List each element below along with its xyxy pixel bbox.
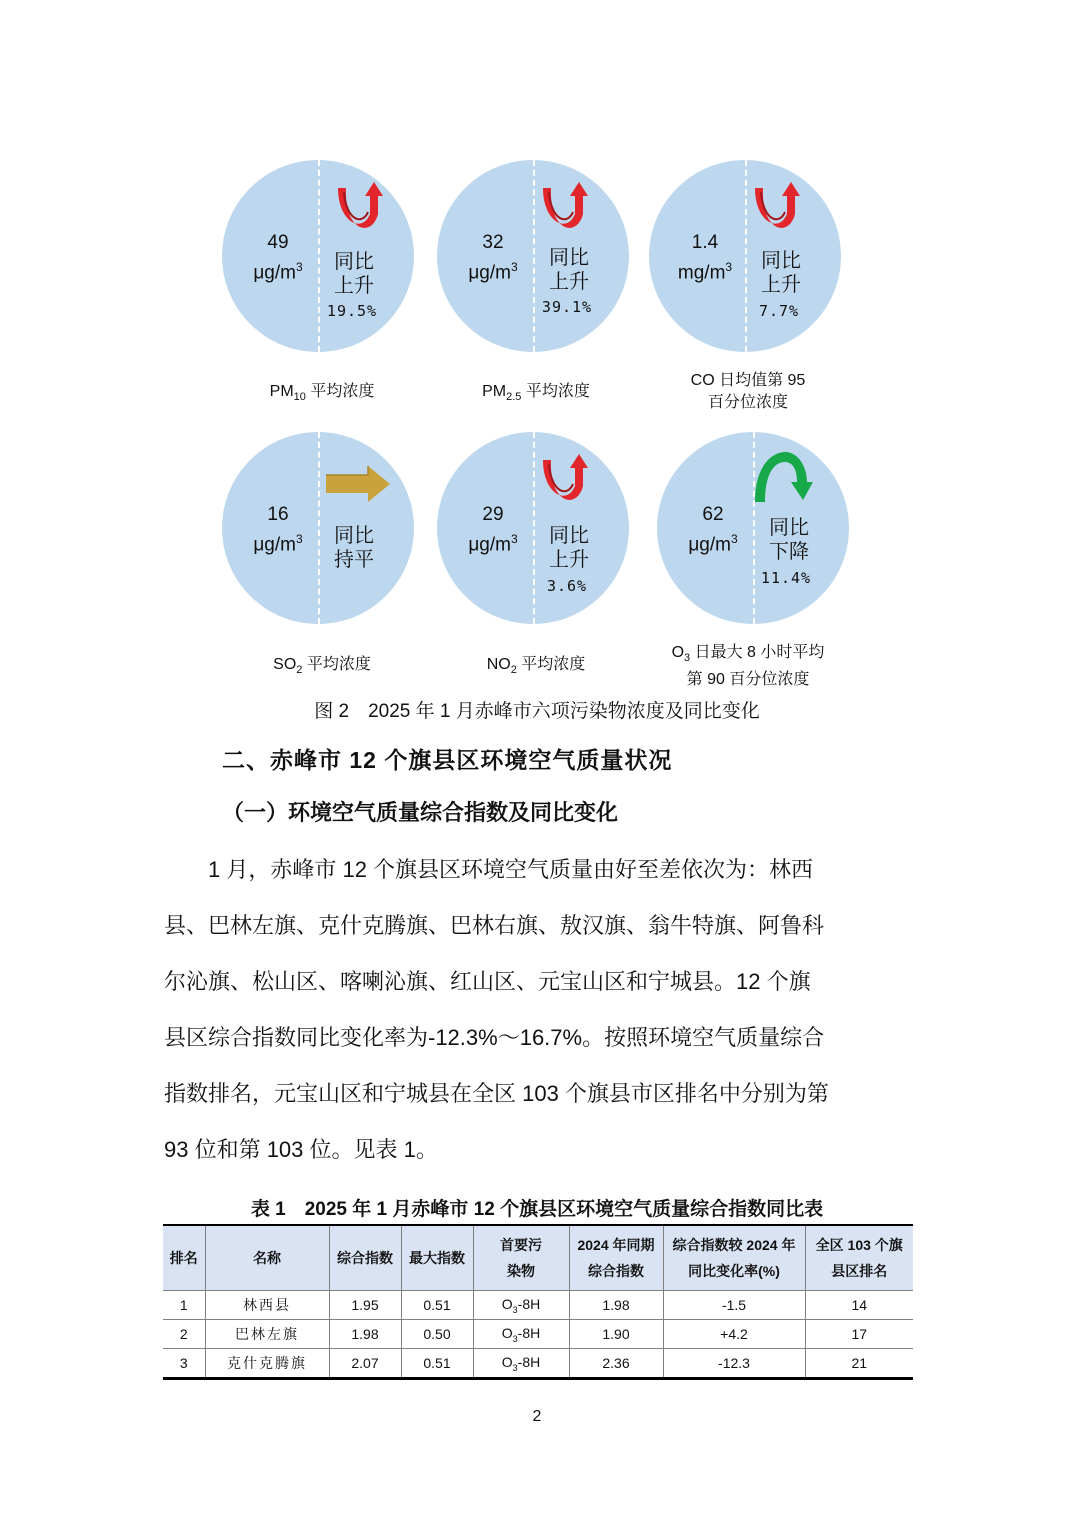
- max-index-cell: 0.51: [401, 1349, 473, 1379]
- change-rate-cell: -1.5: [663, 1291, 805, 1320]
- paragraph-line: 县、巴林左旗、克什克腾旗、巴林右旗、敖汉旗、翁牛特旗、阿鲁科: [164, 913, 825, 938]
- paragraph-line: 指数排名，元宝山区和宁城县在全区 103 个旗县市区排名中分别为第: [164, 1081, 829, 1106]
- change-percent: 19.5%: [326, 302, 378, 320]
- pollutant-cell: $O_3-8H$: [473, 1349, 569, 1379]
- u-turn-up-arrow-icon: [753, 182, 801, 234]
- pollutant-circle-pm10: [222, 160, 414, 352]
- rank-cell: 3: [163, 1349, 205, 1379]
- region-rank-cell: 21: [805, 1349, 913, 1379]
- concentration-value: 1.4 $mg/m^3$: [677, 232, 733, 284]
- trend-label: 同比 持平: [334, 525, 374, 571]
- column-header: 名称: [205, 1225, 329, 1291]
- u-turn-up-arrow-icon: [541, 182, 589, 234]
- pollutant-circle-co: [649, 160, 841, 352]
- trend-label: 同比 上升: [334, 251, 374, 297]
- column-header: 首要污 染物: [473, 1225, 569, 1291]
- pollutant-cell: $O_3-8H$: [473, 1291, 569, 1320]
- column-header: 最大指数: [401, 1225, 473, 1291]
- pollutant-caption-co: CO 日均值第 95 百分位浓度: [690, 372, 806, 411]
- pollutant-cell: $O_3-8H$: [473, 1320, 569, 1349]
- subsection-heading: （一）环境空气质量综合指数及同比变化: [222, 800, 619, 825]
- index-cell: 1.95: [329, 1291, 401, 1320]
- name-cell: 巴林左旗: [205, 1320, 329, 1349]
- pollutant-caption-o3: $O_3$ 日最大 8 小时平均 第 90 百分位浓度: [671, 644, 825, 689]
- page-number: 2: [532, 1408, 542, 1425]
- paragraph-line: 1 月，赤峰市 12 个旗县区环境空气质量由好至差依次为：林西: [164, 857, 814, 882]
- paragraph-line: 尔沁旗、松山区、喀喇沁旗、红山区、元宝山区和宁城县。12 个旗: [164, 969, 811, 994]
- max-index-cell: 0.51: [401, 1291, 473, 1320]
- index-cell: 1.98: [329, 1320, 401, 1349]
- concentration-value: 62 $\mu g/m^3$: [688, 504, 738, 556]
- trend-label: 同比 上升: [549, 525, 589, 571]
- change-percent: 11.4%: [760, 569, 812, 587]
- body-paragraph: [164, 842, 914, 1178]
- change-percent: 3.6%: [546, 577, 588, 595]
- section-heading: 二、赤峰市 12 个旗县区环境空气质量状况: [222, 747, 673, 773]
- right-arrow-icon: [326, 466, 390, 502]
- u-turn-down-arrow-icon: [753, 452, 819, 504]
- table-title: 表 1 2025 年 1 月赤峰市 12 个旗县区环境空气质量综合指数同比表: [250, 1199, 824, 1220]
- name-cell: 克什克腾旗: [205, 1349, 329, 1379]
- rank-cell: 2: [163, 1320, 205, 1349]
- region-rank-cell: 17: [805, 1320, 913, 1349]
- paragraph-line: 县区综合指数同比变化率为-12.3%～16.7%。按照环境空气质量综合: [164, 1025, 825, 1050]
- u-turn-up-arrow-icon: [541, 454, 589, 506]
- column-header: 综合指数: [329, 1225, 401, 1291]
- table-row: [163, 1349, 913, 1379]
- table-header-row: [163, 1225, 913, 1291]
- rank-cell: 1: [163, 1291, 205, 1320]
- column-header: 综合指数较 2024 年 同比变化率(%): [663, 1225, 805, 1291]
- u-turn-up-arrow-icon: [336, 182, 384, 234]
- change-percent: 39.1%: [541, 298, 593, 316]
- prev-index-cell: 2.36: [569, 1349, 663, 1379]
- paragraph-line: 93 位和第 103 位。见表 1。: [164, 1137, 438, 1162]
- change-rate-cell: +4.2: [663, 1320, 805, 1349]
- column-header: 2024 年同期 综合指数: [569, 1225, 663, 1291]
- concentration-value: 32 $\mu g/m^3$: [468, 232, 518, 284]
- max-index-cell: 0.50: [401, 1320, 473, 1349]
- table-row: [163, 1291, 913, 1320]
- air-quality-index-table: [163, 1224, 913, 1380]
- change-percent: 7.7%: [758, 302, 800, 320]
- index-cell: 2.07: [329, 1349, 401, 1379]
- trend-label: 同比 下降: [769, 517, 809, 563]
- pollutant-circle-pm25: [437, 160, 629, 352]
- figure-title: 图 2 2025 年 1 月赤峰市六项污染物浓度及同比变化: [314, 701, 760, 722]
- pollutant-caption-pm10: $PM_{10}$ 平均浓度: [269, 383, 375, 404]
- change-rate-cell: -12.3: [663, 1349, 805, 1379]
- pollutant-circle-o3: [657, 432, 849, 624]
- concentration-value: 16 $\mu g/m^3$: [253, 504, 303, 556]
- column-header: 全区 103 个旗 县区排名: [805, 1225, 913, 1291]
- column-header: 排名: [163, 1225, 205, 1291]
- table-row: [163, 1320, 913, 1349]
- pollutant-circle-so2: [222, 432, 414, 624]
- pollutant-caption-no2: $NO_2$ 平均浓度: [486, 656, 586, 677]
- region-rank-cell: 14: [805, 1291, 913, 1320]
- trend-label: 同比 上升: [761, 250, 801, 296]
- concentration-value: 29 $\mu g/m^3$: [468, 504, 518, 556]
- prev-index-cell: 1.90: [569, 1320, 663, 1349]
- trend-label: 同比 上升: [549, 247, 589, 293]
- pollutant-caption-pm25: $PM_{2.5}$ 平均浓度: [482, 383, 590, 404]
- concentration-value: 49 $\mu g/m^3$: [253, 232, 303, 284]
- name-cell: 林西县: [205, 1291, 329, 1320]
- pollutant-caption-so2: $SO_2$ 平均浓度: [273, 656, 371, 677]
- prev-index-cell: 1.98: [569, 1291, 663, 1320]
- pollutant-circle-no2: [437, 432, 629, 624]
